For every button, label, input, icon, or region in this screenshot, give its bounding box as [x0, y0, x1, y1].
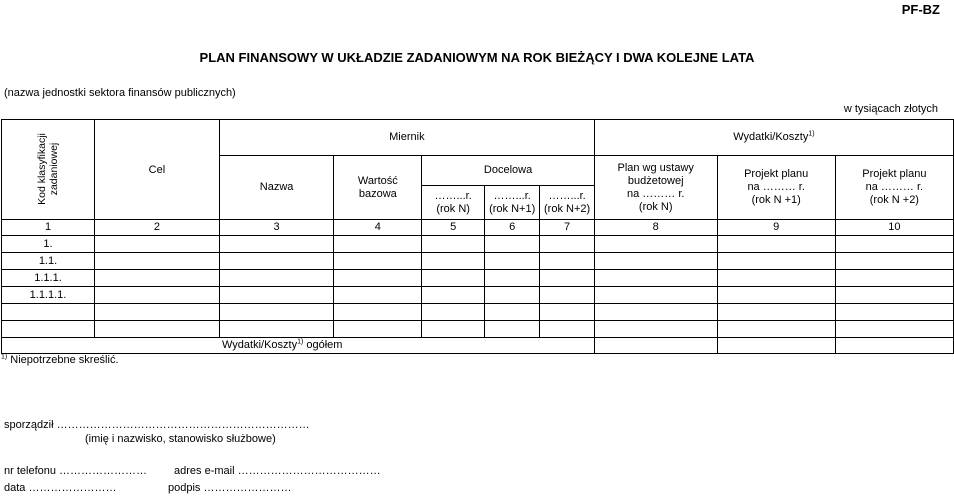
table-row — [2, 304, 954, 321]
column-number: 6 — [484, 220, 539, 236]
row-code: 1.1. — [2, 253, 95, 270]
column-number: 7 — [540, 220, 594, 236]
column-number: 3 — [219, 220, 333, 236]
column-numbers-row — [2, 220, 954, 236]
header-projekt-n1: Projekt planu na ……… r. (rok N +1) — [717, 156, 835, 220]
header-docelowa-n1: ……...r. (rok N+1) — [484, 186, 539, 220]
document-title: PLAN FINANSOWY W UKŁADZIE ZADANIOWYM NA ROK BIEŻĄCY I DWA KOLEJNE LATA — [199, 50, 755, 65]
prepared-by-line: sporządził …………………………………………………………… — [4, 419, 310, 431]
column-number: 8 — [594, 220, 717, 236]
column-number: 10 — [835, 220, 953, 236]
form-code: PF-BZ — [901, 2, 940, 17]
table-row — [2, 270, 954, 287]
column-number: 4 — [334, 220, 422, 236]
total-row — [2, 338, 954, 354]
header-docelowa-n2: ……...r. (rok N+2) — [540, 186, 594, 220]
table-row — [2, 321, 954, 338]
column-number: 5 — [422, 220, 485, 236]
row-code: 1. — [2, 236, 95, 253]
unit-name-label: (nazwa jednostki sektora finansów publicznych) — [4, 87, 236, 99]
row-code — [2, 304, 95, 321]
table-row — [2, 253, 954, 270]
row-code: 1.1.1. — [2, 270, 95, 287]
header-projekt-n2: Projekt planu na ……… r. (rok N +2) — [835, 156, 953, 220]
column-number: 2 — [95, 220, 220, 236]
row-code: 1.1.1.1. — [2, 287, 95, 304]
footnote: $^{1)}$ Niepotrzebne skreślić. — [1, 353, 119, 366]
header-wydatki: Wydatki/Koszty$^{1)}$ — [594, 120, 953, 156]
phone-line: nr telefonu …………………… — [4, 465, 148, 477]
header-plan: Plan wg ustawy budżetowej na ……… r. (rok N) — [594, 156, 717, 220]
table-row — [2, 287, 954, 304]
signature-line: podpis …………………… — [168, 482, 292, 494]
header-docelowa-n: ……...r. (rok N) — [422, 186, 485, 220]
row-code — [2, 321, 95, 338]
header-wartosc-bazowa: Wartość bazowa — [334, 156, 422, 220]
header-docelowa: Docelowa — [422, 156, 595, 186]
header-kod: Kod klasyfikacji zadaniowej — [2, 120, 95, 220]
header-cel: Cel — [95, 120, 220, 220]
table-row — [2, 236, 954, 253]
unit-note: w tysiącach złotych — [843, 103, 938, 115]
date-line: data …………………… — [4, 482, 117, 494]
column-number: 1 — [2, 220, 95, 236]
header-nazwa: Nazwa — [219, 156, 333, 220]
prepared-by-caption: (imię i nazwisko, stanowisko służbowe) — [85, 433, 276, 445]
email-line: adres e-mail ………………………………… — [174, 465, 381, 477]
column-number: 9 — [717, 220, 835, 236]
header-miernik: Miernik — [219, 120, 594, 156]
total-label: Wydatki/Koszty$^{1)}$ ogółem — [2, 338, 595, 354]
financial-plan-table — [1, 119, 954, 354]
